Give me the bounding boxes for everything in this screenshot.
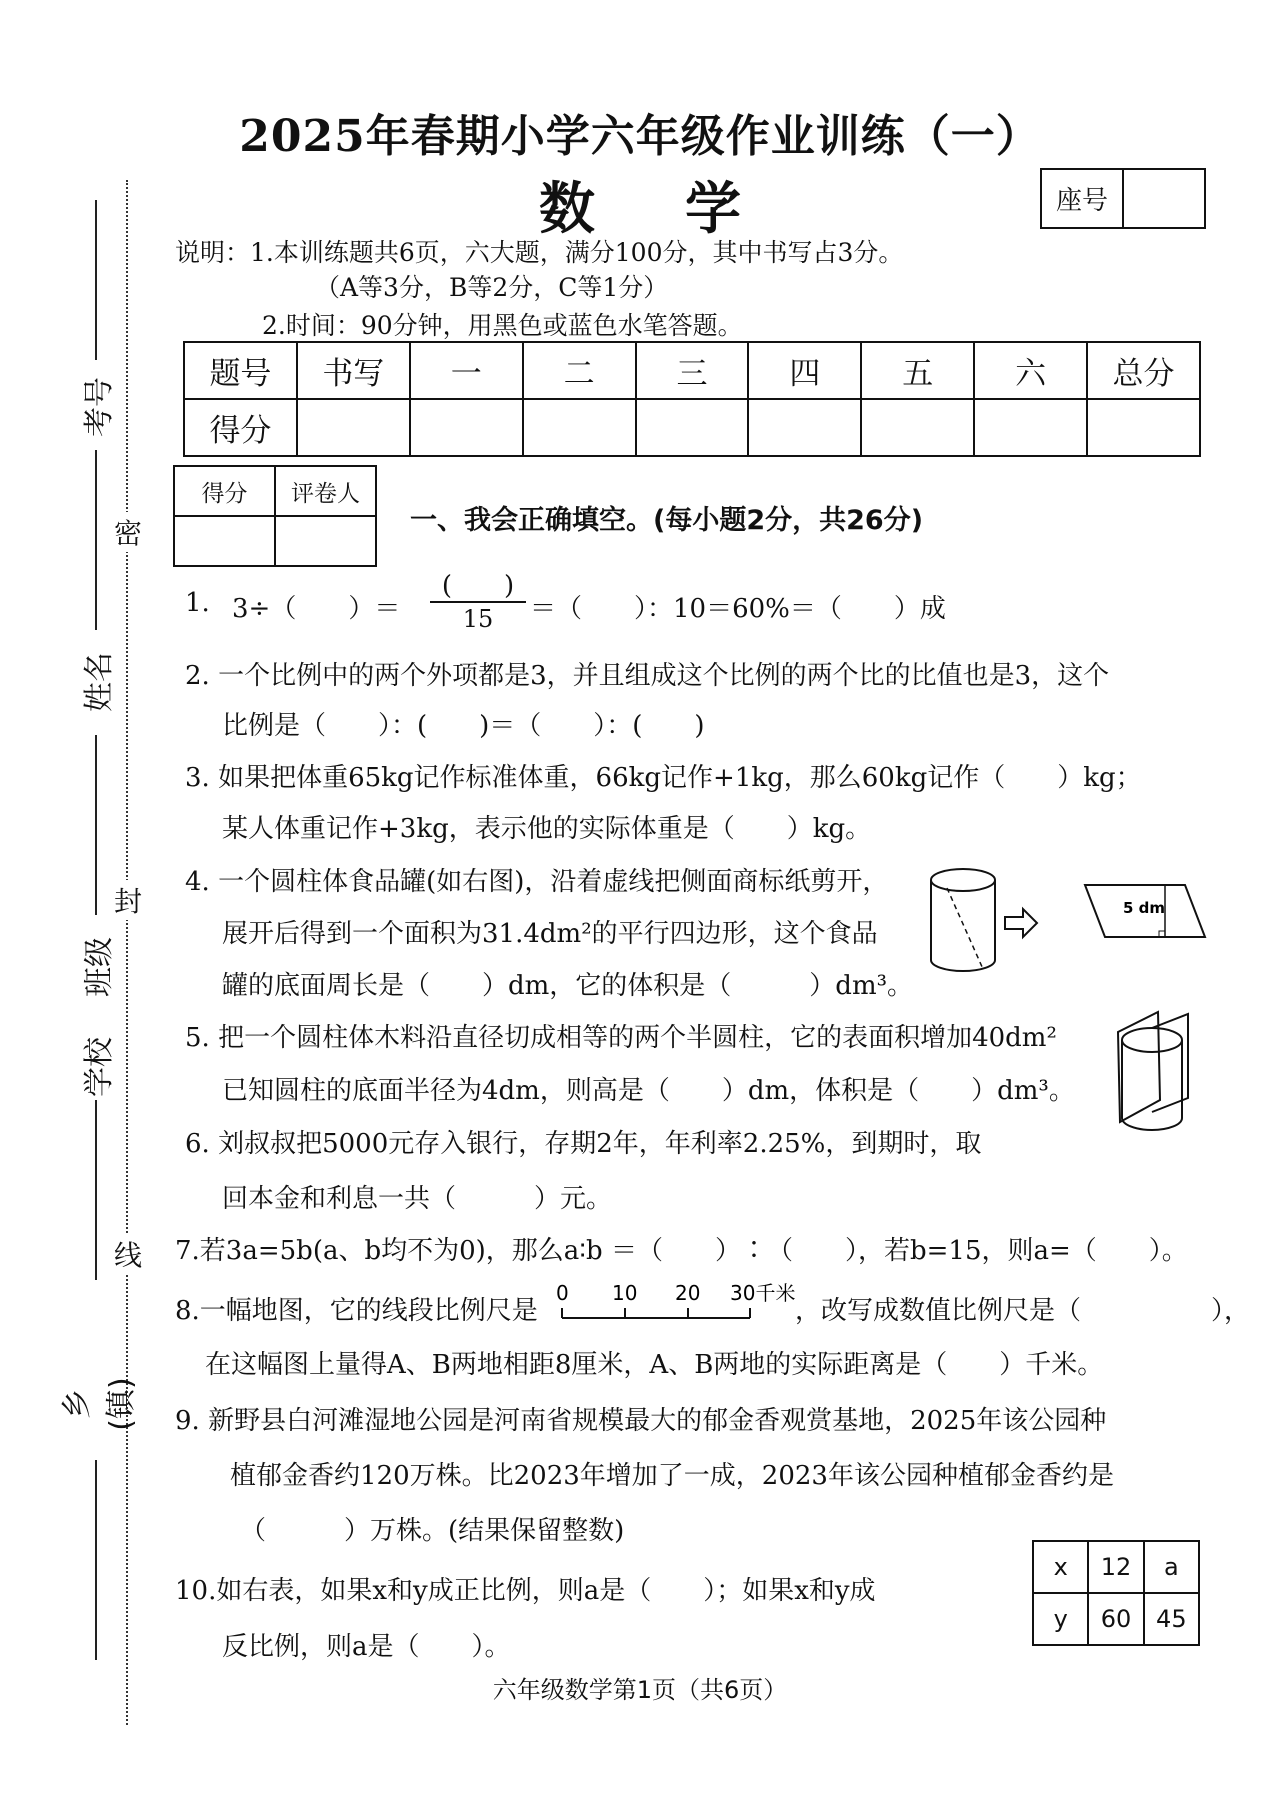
section1-title: 一、我会正确填空。(每小题2分，共26分) bbox=[410, 505, 924, 536]
sidebar-town: 乡(镇) bbox=[60, 1377, 139, 1431]
q8-part-a: 8.一幅地图，它的线段比例尺是 bbox=[175, 1296, 538, 1326]
score-col-2: 二 bbox=[523, 342, 636, 399]
score-cell[interactable] bbox=[297, 399, 410, 456]
instructions-line1: 说明：1.本训练题共6页，六大题，满分100分，其中书写占3分。 bbox=[175, 238, 904, 267]
instructions-line2: （A等3分，B等2分，C等1分） bbox=[315, 273, 669, 302]
score-col-5: 五 bbox=[861, 342, 974, 399]
q9-line3: （ ）万株。(结果保留整数) bbox=[240, 1516, 625, 1546]
q10-line2: 反比例，则a是（ ）。 bbox=[222, 1632, 511, 1662]
score-col-1: 一 bbox=[410, 342, 523, 399]
score-col-4: 四 bbox=[748, 342, 861, 399]
q10-cell: 60 bbox=[1088, 1593, 1143, 1645]
q8-scale-bar bbox=[550, 1278, 800, 1328]
score-table bbox=[183, 341, 1201, 457]
subject-title: 数学 bbox=[539, 176, 831, 242]
q6-line1: 6. 刘叔叔把5000元存入银行，存期2年，年利率2.25%，到期时，取 bbox=[185, 1129, 982, 1159]
q8-scale-label: 30千米 bbox=[730, 1281, 796, 1305]
score-cell[interactable] bbox=[1087, 399, 1200, 456]
instructions-line3: 2.时间：90分钟，用黑色或蓝色水笔答题。 bbox=[262, 311, 743, 340]
q10-cell: a bbox=[1144, 1541, 1199, 1593]
score-cell[interactable] bbox=[748, 399, 861, 456]
q1-part-a: 3÷（ ）＝ bbox=[232, 594, 401, 624]
score-table-score-row bbox=[184, 399, 1200, 456]
page-footer: 六年级数学第1页（共6页） bbox=[492, 1676, 788, 1704]
sidebar-underline bbox=[95, 735, 97, 915]
q8-scale-label: 0 bbox=[556, 1281, 569, 1305]
score-col-3: 三 bbox=[636, 342, 749, 399]
q5-line1: 5. 把一个圆柱体木料沿直径切成相等的两个半圆柱，它的表面积增加40dm² bbox=[185, 1023, 1057, 1053]
score-col-total: 总分 bbox=[1087, 342, 1200, 399]
grader-name-label: 评卷人 bbox=[275, 466, 376, 516]
sidebar-school: 学校 bbox=[82, 1037, 117, 1097]
q1-fraction-numerator: ( ) bbox=[441, 571, 515, 601]
q10-cell: y bbox=[1033, 1593, 1088, 1645]
q7-line: 7.若3a=5b(a、b均不为0)，那么a∶b ＝（ ）∶（ ），若b=15，则a=（ ）。 bbox=[175, 1236, 1188, 1266]
q2-line2: 比例是（ ）：( )＝（ ）：( ) bbox=[222, 711, 705, 741]
q1-fraction bbox=[428, 565, 528, 635]
q10-cell: x bbox=[1033, 1541, 1088, 1593]
score-cell[interactable] bbox=[861, 399, 974, 456]
q5-figure-half-cylinders bbox=[1100, 1000, 1200, 1140]
q3-line1: 3. 如果把体重65kg记作标准体重，66kg记作+1kg，那么60kg记作（ ）kg； bbox=[185, 763, 1142, 793]
q10-cell: 45 bbox=[1144, 1593, 1199, 1645]
score-col-label: 题号 bbox=[184, 342, 297, 399]
score-cell[interactable] bbox=[636, 399, 749, 456]
q8-scale-label: 10 bbox=[612, 1281, 638, 1305]
q2-line1: 2. 一个比例中的两个外项都是3，并且组成这个比例的两个比的比值也是3，这个 bbox=[185, 661, 1110, 691]
sidebar-class: 班级 bbox=[82, 937, 117, 997]
q1-part-b: ＝（ ）：10＝60%＝（ ）成 bbox=[530, 594, 946, 624]
binding-dotted-line bbox=[126, 180, 128, 1725]
grader-score-cell[interactable] bbox=[174, 516, 275, 566]
score-cell[interactable] bbox=[410, 399, 523, 456]
q10-xy-table bbox=[1032, 1540, 1200, 1646]
sidebar-underline bbox=[95, 1460, 97, 1660]
q10-cell: 12 bbox=[1088, 1541, 1143, 1593]
seal-xian: 线 bbox=[114, 1234, 142, 1274]
seat-number-field[interactable] bbox=[1124, 170, 1204, 227]
score-col-6: 六 bbox=[974, 342, 1087, 399]
sidebar-underline bbox=[95, 450, 97, 630]
score-cell[interactable] bbox=[974, 399, 1087, 456]
q4-line3: 罐的底面周长是（ ）dm，它的体积是（ ）dm³。 bbox=[222, 971, 914, 1001]
q1-fraction-denominator: 15 bbox=[462, 605, 494, 633]
grader-name-cell[interactable] bbox=[275, 516, 376, 566]
page-title: 2025年春期小学六年级作业训练（一） bbox=[239, 111, 1041, 162]
seat-number-box bbox=[1040, 168, 1206, 229]
grader-score-label: 得分 bbox=[174, 466, 275, 516]
q6-line2: 回本金和利息一共（ ）元。 bbox=[222, 1184, 613, 1214]
q8-scale-label: 20 bbox=[675, 1281, 701, 1305]
seal-mi: 密 bbox=[114, 512, 142, 552]
sidebar-name: 姓名 bbox=[82, 652, 117, 712]
q4-line2: 展开后得到一个面积为31.4dm²的平行四边形，这个食品 bbox=[222, 919, 878, 949]
q8-line2: 在这幅图上量得A、B两地相距8厘米，A、B两地的实际距离是（ ）千米。 bbox=[205, 1350, 1104, 1380]
q3-line2: 某人体重记作+3kg，表示他的实际体重是（ ）kg。 bbox=[222, 814, 872, 844]
q4-line1: 4. 一个圆柱体食品罐(如右图)，沿着虚线把侧面商标纸剪开， bbox=[185, 867, 889, 897]
q1-fraction-bar bbox=[430, 601, 526, 603]
sidebar-underline bbox=[95, 200, 97, 360]
score-table-header-row bbox=[184, 342, 1200, 399]
q5-line2: 已知圆柱的底面半径为4dm，则高是（ ）dm，体积是（ ）dm³。 bbox=[222, 1076, 1075, 1106]
q9-line1: 9. 新野县白河滩湿地公园是河南省规模最大的郁金香观赏基地，2025年该公园种 bbox=[175, 1406, 1107, 1436]
q1-number: 1. bbox=[185, 588, 210, 618]
score-col-writing: 书写 bbox=[297, 342, 410, 399]
q10-line1: 10.如右表，如果x和y成正比例，则a是（ ）；如果x和y成 bbox=[175, 1576, 876, 1606]
score-row-label: 得分 bbox=[184, 399, 297, 456]
grader-box bbox=[173, 465, 377, 567]
seat-number-label: 座号 bbox=[1042, 170, 1124, 227]
q4-figure-cylinder bbox=[925, 865, 1215, 980]
q4-figure-label: 5 dm bbox=[1123, 899, 1166, 917]
sidebar-exam-no: 考号 bbox=[82, 377, 117, 437]
q9-line2: 植郁金香约120万株。比2023年增加了一成，2023年该公园种植郁金香约是 bbox=[230, 1461, 1114, 1491]
q8-part-b: ，改写成数值比例尺是（ ）， bbox=[795, 1296, 1251, 1326]
seal-feng: 封 bbox=[114, 880, 142, 920]
score-cell[interactable] bbox=[523, 399, 636, 456]
sidebar-underline bbox=[95, 1100, 97, 1280]
